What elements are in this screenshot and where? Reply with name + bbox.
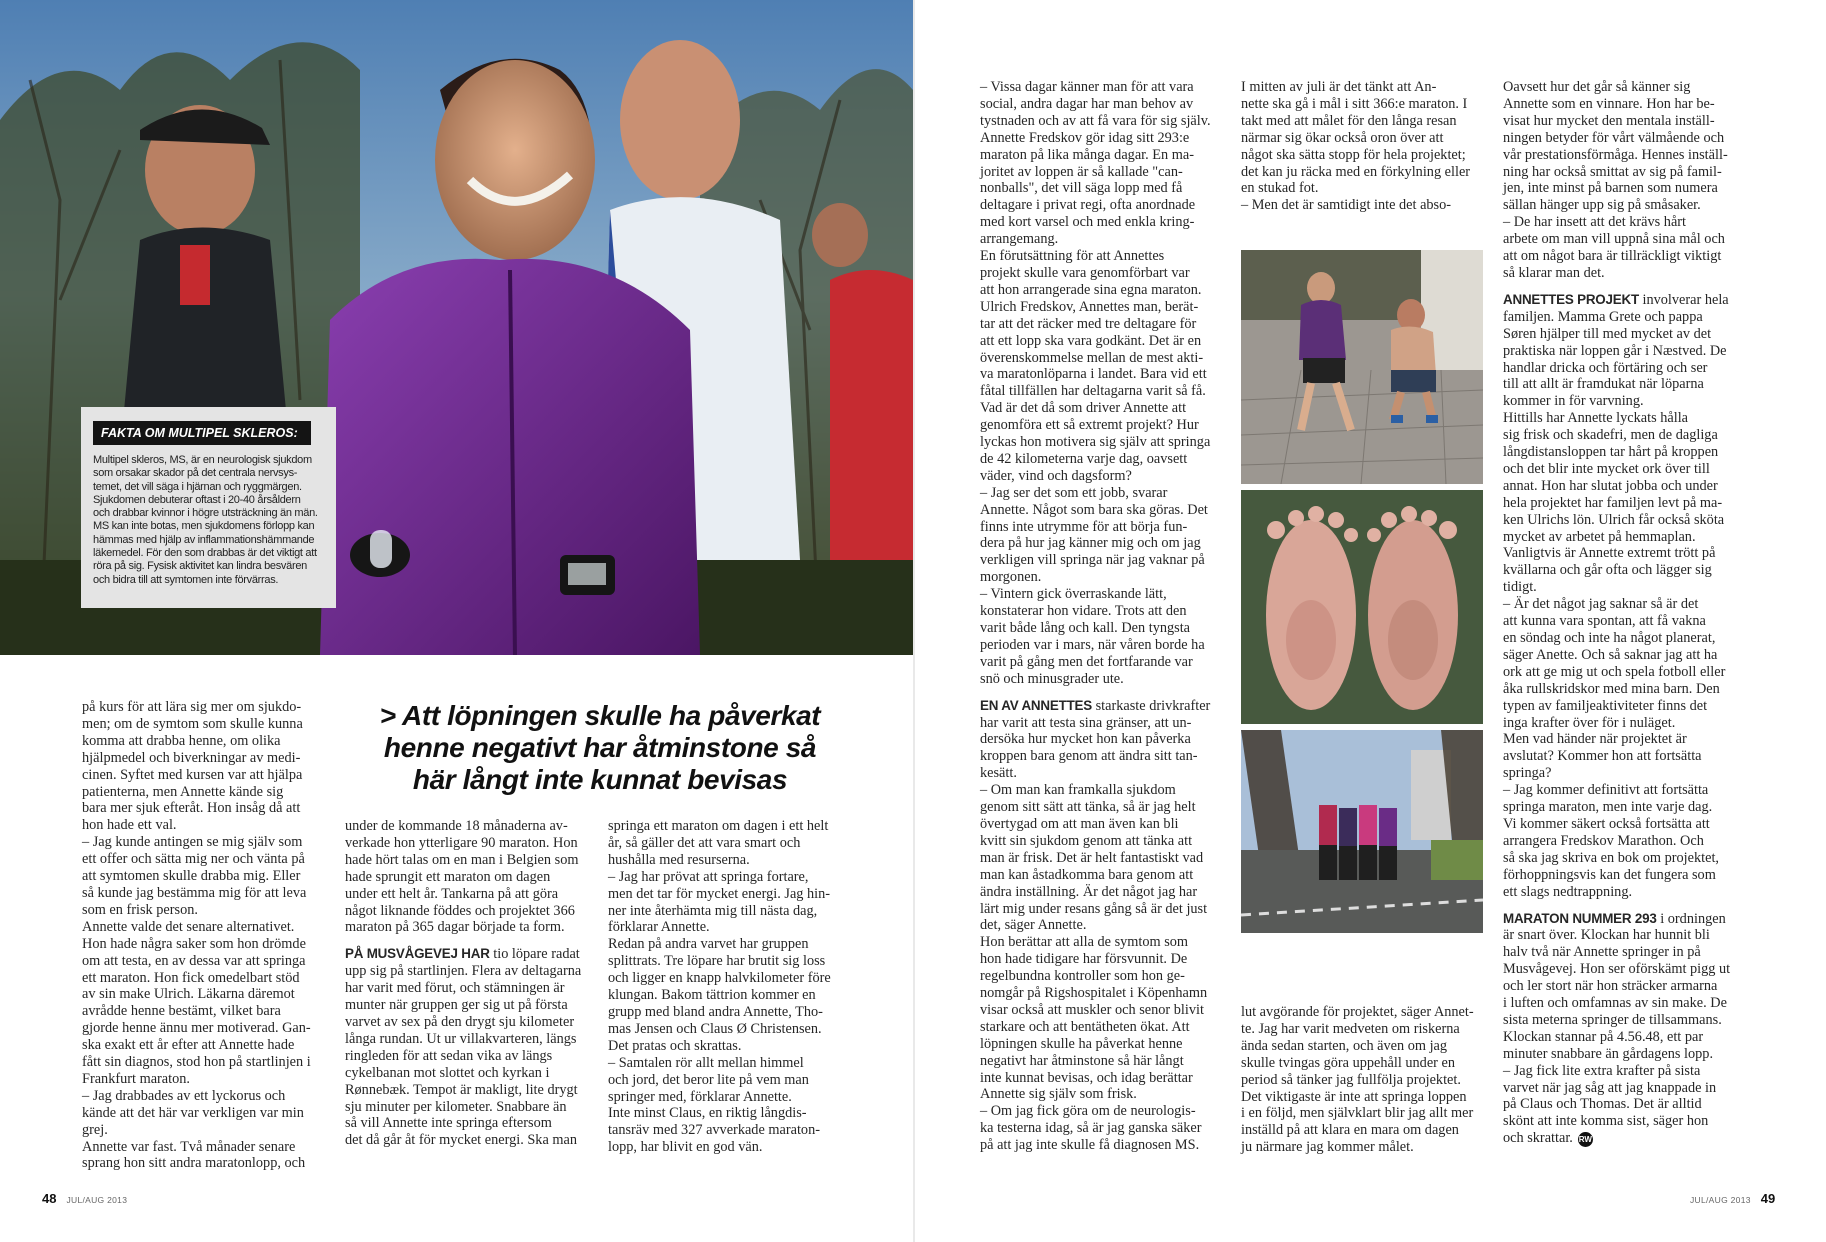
text-line: Vanligtvis är Annette extremt trött på xyxy=(1503,545,1716,562)
text-line: och ler stort när hon sträcker armarna xyxy=(1503,978,1718,995)
text-line: ken Ulrichs lön. Ulrich får också sköta xyxy=(1503,511,1725,528)
text-line: väder, vind och dagsform? xyxy=(980,467,1132,484)
text-line: – Jag ser det som ett jobb, svarar xyxy=(980,484,1168,501)
text-line: men det tar för mycket energi. Jag hin- xyxy=(608,885,831,902)
photo-runners-on-road xyxy=(1241,730,1483,933)
left-page-column-2 xyxy=(345,818,590,1149)
text-line: deltagare i privat regi, ofta anordnade xyxy=(980,197,1196,214)
text-line: mycket av arbetet på hemmaplan. xyxy=(1503,528,1696,545)
fact-line: och drabbar kvinnor i högre utsträckning än män. xyxy=(93,507,318,520)
section-lead-in: PÅ MUSVÅGEVEJ HAR xyxy=(345,946,490,962)
text-line: så ska jag skriva en bok om projektet, xyxy=(1503,849,1719,866)
couple-resting-image xyxy=(1241,250,1483,484)
text-line: ringleden för att sedan vika av längs xyxy=(345,1047,553,1064)
text-line: hjälpmedel och biverkningar av medi- xyxy=(82,749,301,766)
end-mark-logo: RW xyxy=(1578,1132,1593,1147)
text-line: Redan på andra varvet har gruppen xyxy=(608,936,809,953)
text-line: hela projektet har familjen levt på ma- xyxy=(1503,494,1723,511)
text-line: – Om jag fick göra om de neurologis- xyxy=(980,1103,1196,1120)
text-line: det då går åt för mycket energi. Ska man xyxy=(345,1132,577,1149)
text-line: finns inte utrymme för att börja fun- xyxy=(980,518,1188,535)
text-line: Klockan stannar på 4.56.48, ett par xyxy=(1503,1028,1704,1045)
text-line: klungan. Bakom tättrion kommer en xyxy=(608,987,816,1004)
text-line: Annette Fredskov gör idag sitt 293:e xyxy=(980,129,1190,146)
runners-on-road-image xyxy=(1241,730,1483,933)
text-line: de 42 kilometerna varje dag, oavsett xyxy=(980,450,1188,467)
text-line: visar också att muskler och senor blivit xyxy=(980,1001,1204,1018)
text-line: dera på hur jag känner mig och om jag xyxy=(980,535,1201,552)
text-line: hon hade tidigare har försvunnit. De xyxy=(980,951,1188,968)
text-line: skulle tvingas göra uppehåll under en xyxy=(1241,1054,1455,1071)
text-line: genomföra ett så extremt projekt? Hur xyxy=(980,417,1199,434)
fact-box xyxy=(81,407,336,608)
pull-quote-line: henne negativt har åtminstone så xyxy=(383,732,817,763)
text-line: verkligen vill springa när jag vaknar på xyxy=(980,552,1205,569)
lead-line xyxy=(345,946,590,963)
text-line: Inte minst Claus, en riktig långdis- xyxy=(608,1105,807,1122)
text-line: vår prestationsförmåga. Hennes inställ- xyxy=(1503,146,1728,163)
text-line: – Vissa dagar känner man för att vara xyxy=(980,79,1194,95)
text-line: snö och minusgrader ute. xyxy=(980,670,1124,687)
text-line: något liknande föddes och projektet 366 xyxy=(345,902,575,919)
section-lead-in: EN AV ANNETTES xyxy=(980,697,1093,713)
text-line: jen, inte minst på barnen som numera xyxy=(1503,180,1718,197)
text-line: varvet av sex på den drygt sju kilometer xyxy=(345,1013,575,1030)
text-line: fåtal tillfällen har deltagarna varit så få. xyxy=(980,383,1206,400)
text-line: lyckas hon motivera sig själv att springa xyxy=(980,434,1211,451)
text-line: att symtomen skulle drabba mig. Eller xyxy=(82,868,301,885)
text-line: Annette valde det senare alternativet. xyxy=(82,918,295,935)
text-line: te. Jag har varit medveten om riskerna xyxy=(1241,1020,1460,1037)
text-line: grupp med bland andra Annette, Tho- xyxy=(608,1003,823,1020)
pull-quote-line: > Att löpningen skulle ha påverkat xyxy=(379,700,821,731)
text-line: springa maraton, men inte varje dag. xyxy=(1503,799,1713,816)
right-folio xyxy=(1690,1190,1775,1208)
text-line: ju närmare jag kommer målet. xyxy=(1241,1139,1414,1156)
text-line: kroppen bara genom att ändra sitt tan- xyxy=(980,748,1198,765)
right-page-column-2-bottom xyxy=(1241,1004,1486,1156)
text-line: Musvågevej. Hon ser oförskämt pigg ut xyxy=(1503,961,1731,978)
right-page-column-2-top xyxy=(1241,79,1486,214)
text-line: men; om de symtom som skulle kunna xyxy=(82,715,303,732)
text-line: skönt att inte komma sist, säger hon xyxy=(1503,1113,1709,1130)
text-line: negativt har åtminstone så här långt xyxy=(980,1052,1184,1069)
text-line: takt med att målet för den långa resan xyxy=(1241,112,1457,129)
text-line: löpningen skulle ha påverkat henne xyxy=(980,1035,1183,1052)
text-line: ork att ge mig ut och spela fotboll eller xyxy=(1503,663,1726,680)
text-line: genom sitt sätt att tänka, så är jag helt xyxy=(980,799,1196,816)
text-line: Hon hade några saker som hon drömde xyxy=(82,935,306,952)
text-line: en stukad fot. xyxy=(1241,180,1319,197)
text-line: – Jag kommer definitivt att fortsätta xyxy=(1503,782,1709,799)
text-line: man kan åstadkomma bara genom att xyxy=(980,866,1194,883)
fact-line: som orsakar skador på det centrala nervsys- xyxy=(93,467,298,480)
text-line: fått sin diagnos, stod hon på startlinjen i xyxy=(82,1054,311,1071)
text-line: sig frisk och skadefri, men de dagliga xyxy=(1503,427,1718,444)
right-page-number: 49 xyxy=(1760,1191,1776,1206)
text-line: tar att det räcker med tre deltagare för xyxy=(980,315,1197,332)
text-line: avrådde henne bestämt, vilket bara xyxy=(82,1003,281,1020)
text-line: upp sig på startlinjen. Flera av deltagarna xyxy=(345,963,582,980)
fact-line: MS kan inte botas, men sjukdomens förlopp kan xyxy=(93,520,315,533)
text-line: har varit att testa sina gränser, att un- xyxy=(980,714,1192,731)
text-line: splittrats. Tre löpare har brutit sig loss xyxy=(608,953,826,970)
text-line: Søren hjälper till med mycket av det xyxy=(1503,325,1712,342)
text-line: Vad är det då som driver Annette att xyxy=(980,400,1187,417)
text-line: till att allt är framdukat när löparna xyxy=(1503,376,1704,393)
left-folio xyxy=(42,1190,127,1208)
text-line: ningen betyder för vårt välmående och xyxy=(1503,129,1725,146)
text-line: En förutsättning för att Annettes xyxy=(980,248,1165,265)
text-line: man är frisk. Det är helt fantastiskt vad xyxy=(980,849,1204,866)
text-line: Oavsett hur det går så känner sig xyxy=(1503,79,1691,95)
text-line: – Om man kan framkalla sjukdom xyxy=(980,782,1176,799)
text-line: Annette sig själv som frisk. xyxy=(980,1086,1137,1103)
text-line: förhoppningsvis kan det fungera som xyxy=(1503,866,1716,883)
text-line: kesätt. xyxy=(980,765,1017,782)
text-line: kände att det här var verkligen var min grej. xyxy=(82,1104,304,1138)
text-line: och ligger en knapp halvkilometer före xyxy=(608,970,831,987)
text-line: och jord, det beror lite på vem man xyxy=(608,1071,809,1088)
text-line: springa ett maraton om dagen i ett helt xyxy=(608,818,829,834)
text-line: övertygad om att man även kan bli xyxy=(980,815,1179,832)
right-page-column-1 xyxy=(980,79,1225,1154)
text-line: sprang hon sitt andra maratonlopp, och xyxy=(82,1155,306,1172)
text-line: period så tänker jag fullfölja projektet. xyxy=(1241,1071,1461,1088)
text-line: att ett lopp ska vara godkänt. Det är en xyxy=(980,332,1202,349)
text-line: hushålla med resurserna. xyxy=(608,851,750,868)
text-line: cinen. Syftet med kursen var att hjälpa xyxy=(82,766,303,783)
text-line: förklarar Annette. xyxy=(608,919,710,936)
text-line: inga krafter över för i nuläget. xyxy=(1503,714,1676,731)
text-line: verkade hon ytterligare 90 maraton. Hon xyxy=(345,834,578,851)
text-line: praktiska när loppen går i Næstved. De xyxy=(1503,342,1727,359)
text-line: åka rullskridskor med mina barn. Den xyxy=(1503,680,1720,697)
photo-feet-soles xyxy=(1241,490,1483,724)
text-line: med kort varsel och med enkla kring- xyxy=(980,214,1195,231)
text-line: bara mer sjuk efteråt. Hon insåg då att xyxy=(82,800,301,817)
text-line: arrangemang. xyxy=(980,231,1059,248)
text-line: ända sedan starten, och även om jag xyxy=(1241,1037,1448,1054)
text-line: ett slags nedtrappning. xyxy=(1503,883,1633,900)
fact-line: hämmas med hjälp av inflammationshämmande xyxy=(93,533,315,546)
pull-quote-line: här långt inte kunnat bevisas xyxy=(412,764,788,795)
text-line: är snart över. Klockan har hunnit bli xyxy=(1503,927,1710,944)
text-line: lopp, har blivit en god vän. xyxy=(608,1139,763,1156)
text-line: Frankfurt maraton. xyxy=(82,1070,190,1087)
text-line: social, andra dagar har man behov av xyxy=(980,95,1194,112)
text-line: handlar dricka och förtäring och ser xyxy=(1503,359,1708,376)
feet-soles-image xyxy=(1241,490,1483,724)
text-line: lut avgörande för projektet, säger Annet- xyxy=(1241,1004,1474,1020)
text-line: kvällarna och går ofta och lägger sig xyxy=(1503,562,1712,579)
text-line: typen av familjeaktiviteter finns det xyxy=(1503,697,1708,714)
text-line: på att jag inte skulle få diagnosen MS. xyxy=(980,1137,1200,1154)
text-line: i luften och omfamnas av sin make. De xyxy=(1503,995,1727,1012)
fact-line: röra på sig. Fysisk aktivitet kan lindra besvären xyxy=(93,560,307,573)
text-line: – Jag drabbades av ett lyckorus och xyxy=(82,1087,286,1104)
text-line: maraton på lika många dagar. En ma- xyxy=(980,146,1194,163)
text-line: tystnaden och av att få vara för sig själv. xyxy=(980,112,1211,129)
text-line: inställd på att klara en mara om dagen xyxy=(1241,1122,1459,1139)
text-line: – Samtalen rör allt mellan himmel xyxy=(608,1054,804,1071)
text-line: inte kunnat bevisas, och idag berättar xyxy=(980,1069,1193,1086)
text-line: munter när gruppen ger sig ut på första xyxy=(345,997,568,1014)
fact-line: Multipel skleros, MS, är en neurologisk sjukdom xyxy=(93,454,312,466)
text-line: ner inte återhämta mig till nästa dag, xyxy=(608,902,818,919)
fact-line: läkemedel. För den som drabbas är det viktigt att xyxy=(93,547,317,560)
text-line: långa rundan. Ut ur villakvarteren, längs xyxy=(345,1030,577,1047)
photo-couple-resting xyxy=(1241,250,1483,484)
text-line: på kurs för att lära sig mer om sjukdo- xyxy=(82,699,302,715)
text-line: sällan hänger upp sig på småsaker. xyxy=(1503,197,1701,214)
text-line: morgonen. xyxy=(980,569,1042,586)
lead-line xyxy=(1503,911,1753,928)
text-line: nomgår på Rigshospitalet i Köpenhamn xyxy=(980,985,1208,1002)
right-page-column-3 xyxy=(1503,79,1753,1147)
fact-line: Sjukdomen debuterar oftast i 20-40 årsåldern xyxy=(93,493,301,506)
lead-line xyxy=(980,698,1225,715)
text-line: att kunna vara spontan, att få vakna xyxy=(1503,613,1706,630)
text-line: I mitten av juli är det tänkt att An- xyxy=(1241,79,1437,95)
text-line: nette ska gå i mål i sitt 366:e maraton. I xyxy=(1241,95,1468,112)
text-line: och skrattar. RW xyxy=(1503,1130,1592,1147)
fact-box-title: FAKTA OM MULTIPEL SKLEROS: xyxy=(93,421,311,445)
text-line: gjorde henne ännu mer motiverad. Gan- xyxy=(82,1020,311,1037)
fact-line: och bidra till att symtomen inte förvärras. xyxy=(93,573,279,586)
text-line: Annette som en vinnare. Hon har be- xyxy=(1503,95,1715,112)
text-line: av sin make Ulrich. Läkarna däremot xyxy=(82,986,295,1003)
fact-box-body xyxy=(93,454,327,587)
text-line: överenskommelse mellan de mest akti- xyxy=(980,349,1204,366)
text-line: springer med, förklarar Annette. xyxy=(608,1088,792,1105)
text-line: att om något bara är tillräckligt viktigt xyxy=(1503,248,1722,265)
text-line: nonballs", det vill säga lopp med få xyxy=(980,180,1183,197)
text-line: närmar sig ökar också oron över att xyxy=(1241,129,1444,146)
text-line: – Vintern gick överraskande lätt, xyxy=(980,586,1167,603)
text-line: dersöka hur mycket hon kan påverka xyxy=(980,731,1191,748)
text-line: Men vad händer när projektet är xyxy=(1503,731,1687,748)
text-line: så klarar man det. xyxy=(1503,264,1605,281)
text-line: och det blir inte mycket ork över till xyxy=(1503,460,1710,477)
text-line: Det pratas och skrattas. xyxy=(608,1037,742,1054)
text-line: ett offer och sätta mig ner och vänta på xyxy=(82,851,305,868)
pull-quote xyxy=(340,700,860,796)
text-line: cykelbanan mot slottet och kyrkan i xyxy=(345,1064,550,1081)
left-issue-date: JUL/AUG 2013 xyxy=(66,1195,128,1205)
text-line: ändra inställning. Är det något jag har xyxy=(980,883,1198,900)
right-issue-date: JUL/AUG 2013 xyxy=(1690,1195,1751,1205)
text-line: Rønnebæk. Tempot är makligt, lite drygt xyxy=(345,1081,578,1098)
text-line: kvitt sin sjukdom genom att tänka att xyxy=(980,832,1193,849)
text-line: Ulrich Fredskov, Annettes man, berät- xyxy=(980,298,1199,315)
text-line: arrangera Fredskov Marathon. Och xyxy=(1503,832,1704,849)
text-line: konstaterar hon vidare. Trots att den xyxy=(980,603,1187,620)
text-line: ska exakt ett år efter att Annette hade xyxy=(82,1037,295,1054)
lead-line-rest: i ordningen xyxy=(1656,910,1726,927)
text-line: sista meterna springer de tillsammans. xyxy=(1503,1011,1722,1028)
text-line: om att testa, en av dessa var att springa xyxy=(82,952,306,969)
left-page-column-1 xyxy=(82,699,327,1172)
text-line: springa? xyxy=(1503,765,1552,782)
text-line: Annette. Något som bara ska göras. Det xyxy=(980,501,1208,518)
text-line: – Jag kunde antingen se mig själv som xyxy=(82,834,303,851)
text-line: tansräv med 327 avverkade maraton- xyxy=(608,1122,820,1139)
text-line: joritet av loppen är så kallade "can- xyxy=(980,163,1183,180)
text-line: långdistansloppen tar hårt på kroppen xyxy=(1503,444,1719,461)
text-line: arbete om man vill uppnå sina mål och xyxy=(1503,231,1725,248)
text-line: varit på gång men det fortfarande var xyxy=(980,653,1193,670)
text-line: regelbundna kontroller som hon ge- xyxy=(980,968,1185,985)
text-line: så kunde jag bestämma mig för att leva xyxy=(82,884,307,901)
page-gutter xyxy=(913,0,915,1242)
text-line: Det viktigaste är inte att springa loppen xyxy=(1241,1088,1467,1105)
text-line: något ska sätta stopp för hela projektet; xyxy=(1241,146,1466,163)
text-line: projekt skulle vara genomförbart var xyxy=(980,264,1190,281)
text-line: ka testerna idag, så är jag ganska säker xyxy=(980,1120,1202,1137)
section-lead-in: ANNETTES PROJEKT xyxy=(1503,291,1639,307)
lead-line-rest: involverar hela xyxy=(1638,291,1729,308)
text-line: mas Jensen och Claus Ø Christensen. xyxy=(608,1020,822,1037)
text-line: har varit med förut, och stämningen är xyxy=(345,980,565,997)
text-line: visat hur mycket den mentala inställ- xyxy=(1503,112,1715,129)
text-line: varvet när jag såg att jag knappade in xyxy=(1503,1079,1717,1096)
lead-line xyxy=(1503,292,1753,309)
text-line: på Claus och Thomas. Det är alltid xyxy=(1503,1096,1702,1113)
text-line: – Men det är samtidigt inte det abso- xyxy=(1241,197,1452,214)
text-line: minuter snabbare än gårdagens lopp. xyxy=(1503,1045,1714,1062)
text-line: annat. Hon har slutat jobba och under xyxy=(1503,477,1718,494)
text-line: maraton på 365 dagar började ta form. xyxy=(345,919,565,936)
text-line: va maratonlöparna i landet. Bara vid ett xyxy=(980,366,1207,383)
text-line: avslutat? Kommer hon att fortsätta xyxy=(1503,748,1702,765)
text-line: under de kommande 18 månaderna av- xyxy=(345,818,568,834)
text-line: det kan ju räcka med en förkylning eller xyxy=(1241,163,1471,180)
text-line: tidigt. xyxy=(1503,579,1537,596)
text-line: halv två när Annette springer in på xyxy=(1503,944,1701,961)
text-line: lärt mig under resans gång så är det just xyxy=(980,900,1208,917)
text-line: patienterna, men Annette kände sig xyxy=(82,783,284,800)
lead-line-rest: tio löpare radat xyxy=(489,946,580,963)
text-line: perioden var i mars, när våren borde ha xyxy=(980,636,1205,653)
text-line: starkare och att bentätheten ökat. Att xyxy=(980,1018,1190,1035)
text-line: så vill Annette inte springa eftersom xyxy=(345,1115,552,1132)
text-line: år, så gäller det att vara smart och xyxy=(608,834,801,851)
text-line: kommer in för varvning. xyxy=(1503,393,1644,410)
text-line: familjen. Mamma Grete och pappa xyxy=(1503,308,1703,325)
text-line: Hittills har Annette lyckats hålla xyxy=(1503,410,1689,427)
text-line: – Jag fick lite extra krafter på sista xyxy=(1503,1062,1701,1079)
text-line: hon hade ett val. xyxy=(82,817,177,834)
text-line: komma att drabba henne, om olika xyxy=(82,732,281,749)
text-line: – Jag har prövat att springa fortare, xyxy=(608,868,809,885)
lead-line-rest: starkaste drivkrafter xyxy=(1092,697,1211,714)
text-line: säger Anette. Och så saknar jag att ha xyxy=(1503,646,1718,663)
text-line: i en följd, men självklart blir jag allt mer xyxy=(1241,1105,1474,1122)
text-line: Vi kommer säkert också fortsätta att xyxy=(1503,815,1710,832)
text-line: Annette var fast. Två månader senare xyxy=(82,1138,296,1155)
text-line: ett maraton. Hon fick omedelbart stöd xyxy=(82,969,300,986)
text-line: en söndag och inte ha något planerat, xyxy=(1503,630,1716,646)
text-line: sju minuter per kilometer. Snabbare än xyxy=(345,1098,567,1115)
text-line: som en frisk person. xyxy=(82,901,198,918)
text-line: – De har insett att det krävs hårt xyxy=(1503,214,1687,231)
left-page-column-3 xyxy=(608,818,853,1156)
text-line: under ett helt år. Tankarna på att göra xyxy=(345,885,559,902)
text-line: det, säger Annette. xyxy=(980,917,1087,934)
text-line: Hon berättar att alla de symtom som xyxy=(980,934,1189,951)
text-line: varit både lång och kall. Den tyngsta xyxy=(980,620,1191,636)
fact-line: temet, det vill säga i hjärnan och ryggmärgen. xyxy=(93,480,302,493)
text-line: ning har också smittat av sig på famil- xyxy=(1503,163,1722,180)
text-line: att hon arrangerade sina egna maraton. xyxy=(980,281,1202,298)
text-line: hade hört talas om en man i Belgien som xyxy=(345,851,579,868)
text-line: – Är det något jag saknar så är det xyxy=(1503,596,1699,613)
section-lead-in: MARATON NUMMER 293 xyxy=(1503,910,1657,926)
text-line: hade sprungit ett maraton om dagen xyxy=(345,868,551,885)
left-page-number: 48 xyxy=(42,1191,57,1206)
